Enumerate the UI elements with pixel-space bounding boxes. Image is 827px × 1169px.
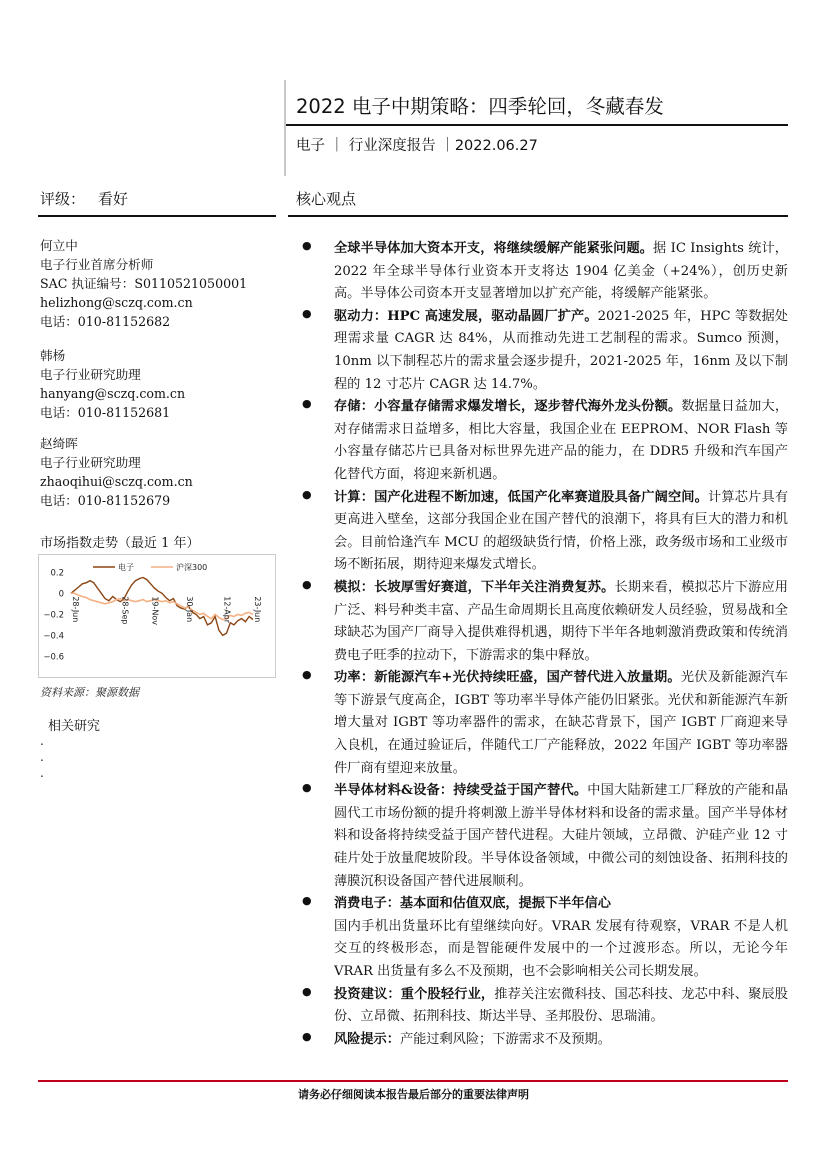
rating-value: 看好	[98, 190, 129, 208]
bullet-dot-icon: ●	[302, 668, 312, 682]
analyst-card-hanyang	[40, 346, 185, 422]
x-tick-label: 23-Jun	[253, 596, 262, 623]
bullet-power	[296, 667, 788, 780]
bullet-dot-icon: ●	[302, 487, 312, 501]
bullet-dot-icon: ●	[302, 239, 312, 252]
bullet-text: 据 IC Insights 统计，2022 年全球半导体行业资本开支将达 1904 亿美金（+24%），创历史新高。半导体公司资本开支显著增加以扩充产能，将缓解产能紧张。	[334, 241, 788, 302]
bullet-heading: 消费电子：基本面和估值双底，提振下半年信心	[334, 896, 611, 912]
analyst-license: SAC 执证编号：S0110521050001	[40, 276, 248, 291]
bullet-text: 长期来看，模拟芯片下游应用广泛、料号种类丰富、产品生命周期长且高度依赖研发人员经验，贸易战和全球缺芯为国产厂商导入提供难得机遇，期待下半年各地刺激消费政策和传统消费电子旺季的拉动下，下游需求的集中释放。	[334, 579, 788, 663]
bullet-heading: 投资建议：重个股轻行业，	[334, 986, 495, 1002]
title-divider	[286, 124, 788, 126]
bullet-dot-icon: ●	[302, 781, 312, 795]
analyst-email[interactable]: helizhong@sczq.com.cn	[40, 295, 193, 310]
right-column-divider	[288, 215, 788, 217]
x-tick-label: 19-Nov	[150, 596, 160, 626]
analyst-card-zhaoqihui	[40, 434, 193, 510]
related-research-title: 相关研究	[48, 719, 101, 734]
chart-canvas	[39, 555, 275, 677]
related-research-item[interactable]: .	[40, 766, 44, 780]
bullet-text: 推荐关注宏微科技、国芯科技、龙芯中科、聚辰股份、立昂微、拓荆科技、斯达半导、圣邦股份、思瑞浦。	[334, 986, 788, 1025]
related-research-item[interactable]: .	[40, 734, 44, 748]
analyst-phone: 电话：010-81152681	[40, 405, 171, 420]
bullet-heading: 功率：新能源汽车+光伏持续旺盛，国产替代进入放量期。	[334, 670, 681, 686]
bullet-heading: 模拟：长坡厚雪好赛道，下半年关注消费复苏。	[334, 579, 615, 595]
related-research-item[interactable]: .	[40, 750, 44, 764]
analyst-email[interactable]: hanyang@sczq.com.cn	[40, 386, 186, 401]
bullet-investment-advice	[296, 984, 788, 1029]
core-views-heading: 核心观点	[296, 190, 357, 208]
bullet-text: 数据量日益加大，对存储需求日益增多，相比大容量，我国企业在 EEPROM、NOR Flash 等小容量存储芯片已具备对标世界先进产品的能力，在 DDR5 升级和汽车国产化替代方面，将迎来新机遇。	[334, 399, 789, 482]
report-subtitle: 电子 ｜ 行业深度报告 ｜2022.06.27	[296, 138, 538, 154]
analyst-email[interactable]: zhaoqihui@sczq.com.cn	[40, 474, 193, 489]
analyst-name: 韩杨	[40, 348, 66, 363]
bullet-capex	[296, 238, 788, 306]
x-tick-label: 28-Jun	[71, 596, 80, 623]
y-tick-label: −0.4	[43, 631, 64, 642]
bullet-heading: 存储：小容量存储需求爆发增长，逐步替代海外龙头份额。	[334, 399, 682, 415]
bullet-text: 产能过剩风险；下游需求不及预期。	[399, 1031, 611, 1047]
bullet-heading: 驱动力：HPC 高速发展，驱动晶圆厂扩产。	[334, 308, 598, 324]
x-tick-label: 30-Jan	[184, 596, 194, 623]
bullet-dot-icon: ●	[302, 894, 312, 908]
analyst-name: 赵绮晖	[40, 436, 78, 451]
bullet-text: 中国大陆新建工厂释放的产能和晶圆代工市场份额的提升将刺激上游半导体材料和设备的需求量。国产半导体材料和设备将持续受益于国产替代进程。大硅片领域，立昂微、沪硅产业 12 寸硅片处于放量爬坡阶段。半导体设备领域，中微公司的刻蚀设备、拓荆科技的薄膜沉积设备国产替代进展顺利。	[334, 783, 789, 889]
y-tick-label: 0	[58, 589, 64, 600]
bullet-heading: 计算：国产化进程不断加速，低国产化率赛道股具备广阔空间。	[334, 489, 709, 505]
legal-notice: 请务必仔细阅读本报告最后部分的重要法律声明	[298, 1088, 529, 1101]
footer-divider	[38, 1080, 788, 1082]
report-title: 2022 电子中期策略：四季轮回，冬藏春发	[296, 95, 664, 118]
x-tick-label: 28-Sep	[120, 596, 130, 625]
y-tick-label: −0.2	[43, 610, 64, 621]
left-column-divider	[38, 215, 276, 217]
analyst-name: 何立中	[40, 238, 78, 253]
analyst-title: 电子行业研究助理	[40, 367, 141, 382]
y-tick-label: −0.6	[43, 652, 64, 663]
bullet-text: 2021-2025 年，HPC 等数据处理需求量 CAGR 达 84%，从而推动先进工艺制程的需求。Sumco 预测，10nm 以下制程芯片的需求量会逐步提升，2021-2025 年，16nm 及以下制程的 12 寸芯片 CAGR 达 14.7%。	[334, 308, 788, 392]
rating-label: 评级：	[40, 190, 86, 208]
bullet-text: 光伏及新能源汽车等下游景气度高企，IGBT 等功率半导体产能仍旧紧张。光伏和新能源汽车新增大量对 IGBT 等功率器件的需求，在缺芯背景下，国产 IGBT 厂商迎来导入良机，在通过验证后，伴随代工厂产能释放，2022 年国产 IGBT 等功率器件厂商有望迎来放量。	[334, 670, 788, 776]
bullet-text: 国内手机出货量环比有望继续向好。VRAR 发展有待观察，VRAR 不是人机交互的终极形态，而是智能硬件发展中的一个过渡形态。所以，无论今年 VRAR 出货量有多么不及预期，也不会影响相关公司长期发展。	[334, 918, 788, 979]
bullet-dot-icon: ●	[302, 1029, 312, 1043]
bullet-heading: 半导体材料&设备：持续受益于国产替代。	[334, 783, 588, 799]
chart-source: 资料来源：聚源数据	[40, 686, 139, 699]
y-tick-label: 0.2	[50, 568, 64, 579]
bullet-storage	[296, 396, 788, 486]
bullet-dot-icon: ●	[302, 577, 312, 591]
legend-label: 电子	[118, 563, 134, 572]
title-accent-bar	[284, 80, 286, 176]
bullet-heading: 全球半导体加大资本开支，将继续缓解产能紧张问题。	[334, 241, 654, 256]
bullet-dot-icon: ●	[302, 397, 312, 411]
analyst-title: 电子行业首席分析师	[40, 257, 154, 272]
legend-label: 沪深300	[176, 563, 208, 572]
core-views-list	[296, 238, 788, 1051]
bullet-materials-equipment	[296, 780, 788, 893]
bullet-driver	[296, 306, 788, 396]
analyst-phone: 电话：010-81152682	[40, 314, 171, 329]
bullet-dot-icon: ●	[302, 306, 312, 320]
bullet-analog	[296, 577, 788, 667]
chart-title: 市场指数走势（最近 1 年）	[40, 536, 200, 551]
bullet-heading: 风险提示：	[334, 1031, 400, 1047]
analyst-title: 电子行业研究助理	[40, 455, 141, 470]
bullet-text: 计算芯片具有更高进入壁垒，这部分我国企业在国产替代的浪潮下，将具有巨大的潜力和机会。目前恰逢汽车 MCU 的超级缺货行情，价格上涨，政务级市场和工业级市场不断拓展，期待迎来爆发式增长。	[334, 489, 789, 573]
bullet-compute	[296, 487, 788, 577]
x-tick-label: 12-Apr	[222, 596, 232, 624]
bullet-dot-icon: ●	[302, 984, 312, 998]
analyst-phone: 电话：010-81152679	[40, 493, 171, 508]
bullet-risk	[296, 1029, 788, 1052]
market-index-chart	[38, 554, 276, 678]
bullet-consumer-electronics	[296, 893, 788, 983]
analyst-card-heliozhong	[40, 236, 247, 331]
